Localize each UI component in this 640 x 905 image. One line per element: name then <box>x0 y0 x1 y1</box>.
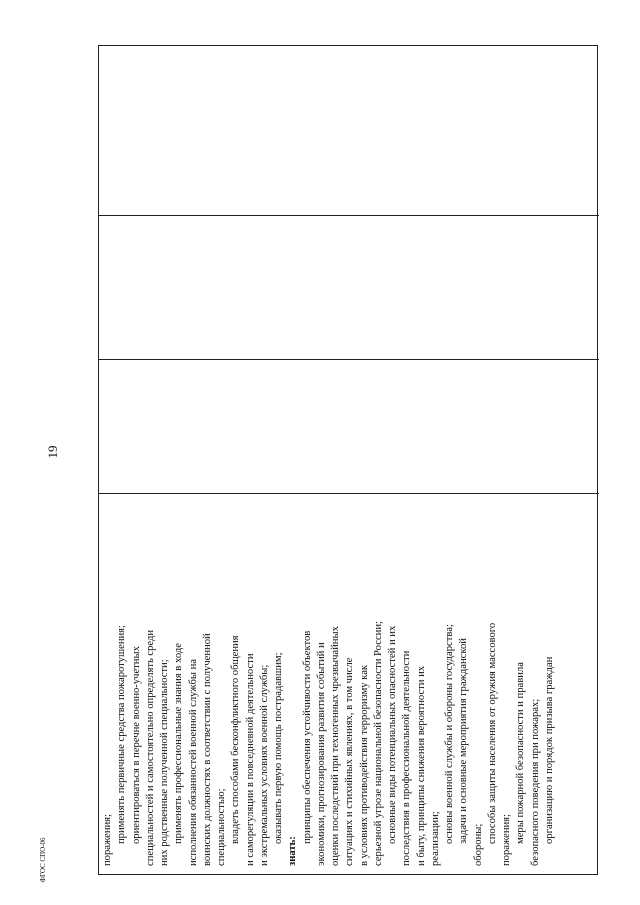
table-cell-empty-1 <box>99 359 599 493</box>
text-line: ориентироваться в перечне военно-учетных <box>130 646 142 844</box>
standards-table <box>98 45 598 875</box>
text-line: обороны; <box>472 823 484 866</box>
rotated-table <box>98 45 598 875</box>
text-line: них родственные полученной специальности; <box>159 659 170 866</box>
page-number: 19 <box>45 445 60 459</box>
text-line: меры пожарной безопасности и правила <box>515 662 527 844</box>
text-line: принципы обеспечения устойчивости объектов <box>301 630 313 844</box>
text-line: основные виды потенциальных опасностей и их <box>387 625 398 844</box>
text-line: оценки последствий при техногенных чрезвычайных <box>330 626 341 866</box>
text-line: экономики, прогнозирования развития событий и <box>315 642 327 866</box>
text-line: организацию и порядок призыва граждан <box>543 656 555 844</box>
text-line: оказывать первую помощь пострадавшим; <box>273 652 284 844</box>
text-line: реализации; <box>429 811 441 866</box>
text-line: специальностей и самостоятельно определять среди <box>144 629 156 866</box>
text-line: воинских должностях в соответствии с полученной <box>201 633 213 866</box>
text-line: и экстремальных условиях военной службы; <box>258 664 270 866</box>
text-line: знать: <box>287 836 299 866</box>
text-line: владеть способами бесконфликтного общения <box>230 635 242 844</box>
text-line: специальностью; <box>216 788 227 866</box>
text-line: применять профессиональные знания в ходе <box>173 643 185 844</box>
text-line: безопасного поведения при пожарах; <box>529 698 541 866</box>
text-line: основы военной службы и обороны государства; <box>444 624 455 844</box>
table-cell-requirements <box>99 493 599 874</box>
text-line: в условиях противодействия терроризму как <box>358 664 370 866</box>
text-line: поражения; <box>102 813 113 866</box>
text-line: задачи и основные мероприятия гражданской <box>458 638 470 844</box>
table-cell-empty-3 <box>99 44 599 215</box>
text-line: и быту, принципы снижения вероятности их <box>415 665 427 866</box>
table-cell-empty-2 <box>99 215 599 359</box>
text-line: и саморегуляции в повседневной деятельности <box>244 653 256 866</box>
text-line: последствия в профессиональной деятельности <box>401 650 413 866</box>
footer-code: ФГОС СПО-06 <box>39 837 47 883</box>
requirements-text <box>101 502 557 866</box>
text-line: способы защиты населения от оружия массового <box>486 622 498 844</box>
text-line: серьезной угрозе национальной безопасности России; <box>372 621 384 866</box>
text-line: исполнения обязанностей военной службы на <box>187 658 199 866</box>
text-line: применять первичные средства пожаротушения; <box>116 625 128 844</box>
text-line: поражения; <box>501 813 512 866</box>
text-line: ситуациях и стихийных явлениях, в том числе <box>344 657 356 866</box>
